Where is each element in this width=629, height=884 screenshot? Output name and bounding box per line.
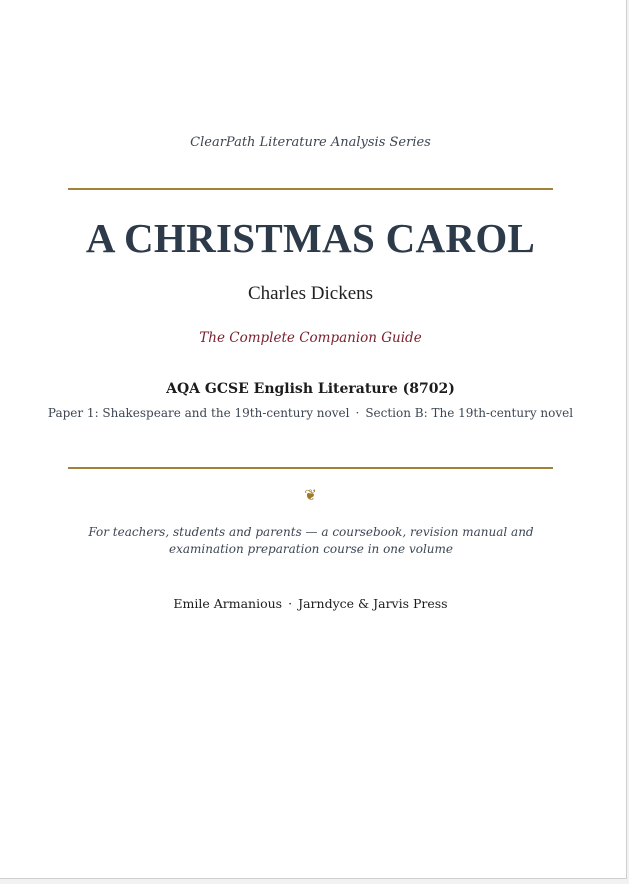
paper-separator: · xyxy=(355,406,360,420)
editor-name: Emile Armanious xyxy=(173,596,283,611)
exam-specification: AQA GCSE English Literature (8702) xyxy=(166,381,455,397)
section-label: Section B: The 19th-century novel xyxy=(365,406,574,420)
author-name: Charles Dickens xyxy=(247,283,374,304)
top-divider xyxy=(68,188,553,190)
credits-line xyxy=(0,596,621,611)
credits-separator: · xyxy=(288,596,293,611)
book-title: A CHRISTMAS CAROL xyxy=(85,215,536,261)
bottom-divider xyxy=(68,467,553,469)
audience-description: For teachers, students and parents — a coursebook, revision manual and examination preparation course in one volume xyxy=(88,525,534,556)
paper-details xyxy=(0,406,621,420)
series-name: ClearPath Literature Analysis Series xyxy=(190,135,431,150)
guide-subtitle: The Complete Companion Guide xyxy=(199,330,422,346)
paper-label: Paper 1: Shakespeare and the 19th-century novel xyxy=(47,406,350,420)
publisher-name: Jarndyce & Jarvis Press xyxy=(298,596,448,611)
floral-ornament-icon: ❦ xyxy=(304,486,317,504)
